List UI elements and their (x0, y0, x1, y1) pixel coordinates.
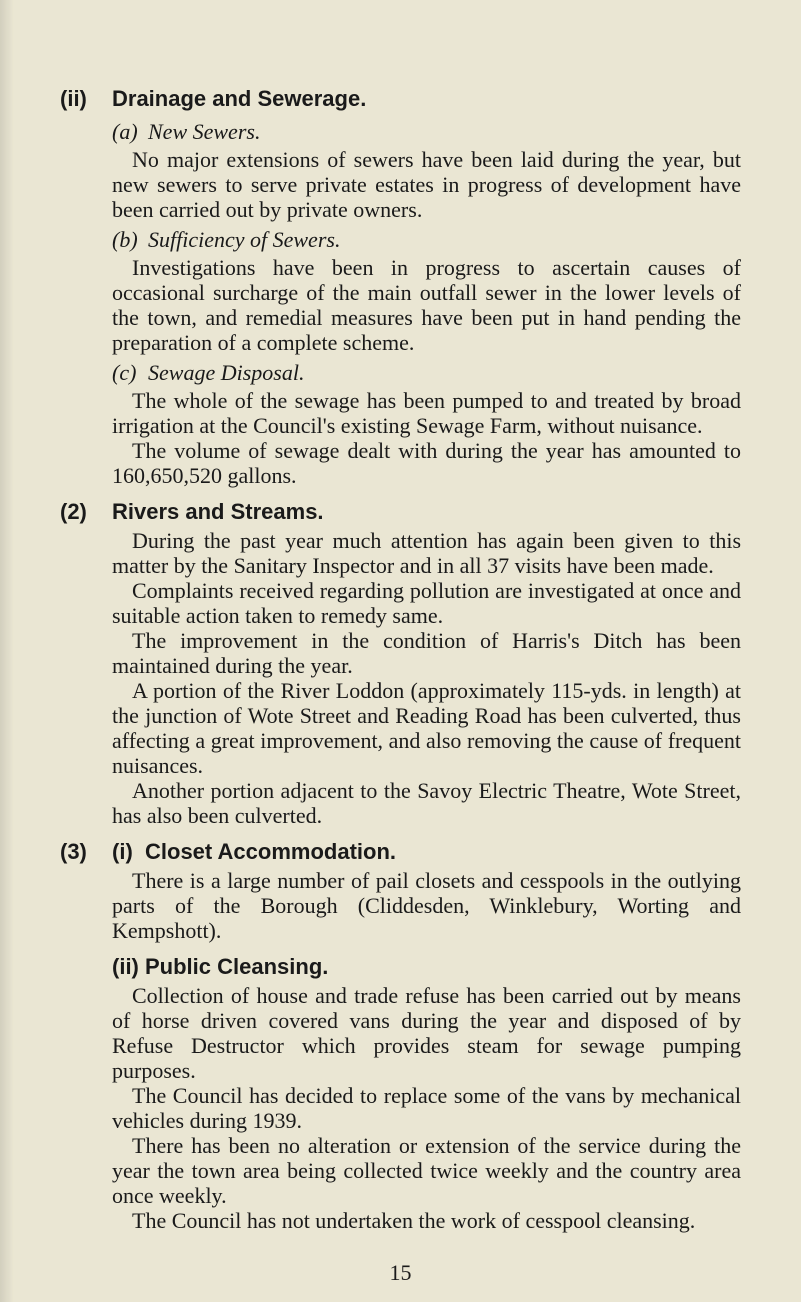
paragraph: No major extensions of sewers have been laid during the year, but new sewers to serve private estates in progress of development have been carried out by private owners. (112, 147, 741, 222)
closet-number: (3) (60, 839, 87, 864)
drainage-section (112, 117, 741, 488)
cleansing-number: (ii) (112, 954, 139, 979)
closet-title: Closet Accommodation. (145, 839, 396, 864)
disposal-title: Sewage Disposal. (148, 360, 305, 385)
drainage-heading (60, 84, 741, 114)
sufficiency-heading (112, 225, 741, 255)
paragraph: The volume of sewage dealt with during the year has amounted to 160,650,520 gallons. (112, 438, 741, 488)
rivers-section (112, 528, 741, 828)
drainage-title: Drainage and Sewerage. (112, 86, 367, 111)
cleansing-heading (112, 952, 741, 982)
new-sewers-label: (a) (112, 119, 138, 144)
paragraph: The improvement in the condition of Harris's Ditch has been maintained during the year. (112, 628, 741, 678)
paragraph: Investigations have been in progress to ascertain causes of occasional surcharge of the main outfall sewer in the lower levels of the town, and remedial measures have been put in hand pending the preparation of a complete scheme. (112, 255, 741, 355)
paragraph: The whole of the sewage has been pumped to and treated by broad irrigation at the Council's existing Sewage Farm, without nuisance. (112, 388, 741, 438)
paragraph: Another portion adjacent to the Savoy Electric Theatre, Wote Street, has also been culverted. (112, 778, 741, 828)
paragraph: During the past year much attention has again been given to this matter by the Sanitary Inspector and in all 37 visits have been made. (112, 528, 741, 578)
paragraph: There has been no alteration or extension of the service during the year the town area being collected twice weekly and the country area once weekly. (112, 1133, 741, 1208)
closet-heading (60, 837, 741, 867)
closet-subnumber: (i) (112, 839, 133, 864)
cleansing-section (112, 952, 741, 1233)
new-sewers-heading (112, 117, 741, 147)
rivers-heading (60, 497, 741, 527)
cleansing-title: Public Cleansing. (145, 954, 329, 979)
paragraph: There is a large number of pail closets and cesspools in the outlying parts of the Borough (Cliddesden, Winklebury, Worting and Kempshott). (112, 868, 741, 943)
disposal-label: (c) (112, 360, 137, 385)
paragraph: Collection of house and trade refuse has been carried out by means of horse driven covered vans during the year and disposed of by Refuse Destructor which provides steam for sewage pumping purposes. (112, 983, 741, 1083)
rivers-title: Rivers and Streams. (112, 499, 324, 524)
rivers-number: (2) (60, 499, 87, 524)
page-number: 15 (389, 1260, 412, 1285)
paragraph: The Council has decided to replace some of the vans by mechanical vehicles during 1939. (112, 1083, 741, 1133)
disposal-heading (112, 358, 741, 388)
sufficiency-label: (b) (112, 227, 138, 252)
drainage-number: (ii) (60, 86, 87, 111)
new-sewers-title: New Sewers. (148, 119, 261, 144)
sufficiency-title: Sufficiency of Sewers. (148, 227, 341, 252)
paragraph: A portion of the River Loddon (approximately 115-yds. in length) at the junction of Wote Street and Reading Road has been culverted, thus affecting a great improvement, and also removing the cause of frequent nuisances. (112, 678, 741, 778)
paragraph: The Council has not undertaken the work of cesspool cleansing. (132, 1208, 696, 1233)
closet-section (112, 868, 741, 943)
paragraph: Complaints received regarding pollution are investigated at once and suitable action taken to remedy same. (112, 578, 741, 628)
